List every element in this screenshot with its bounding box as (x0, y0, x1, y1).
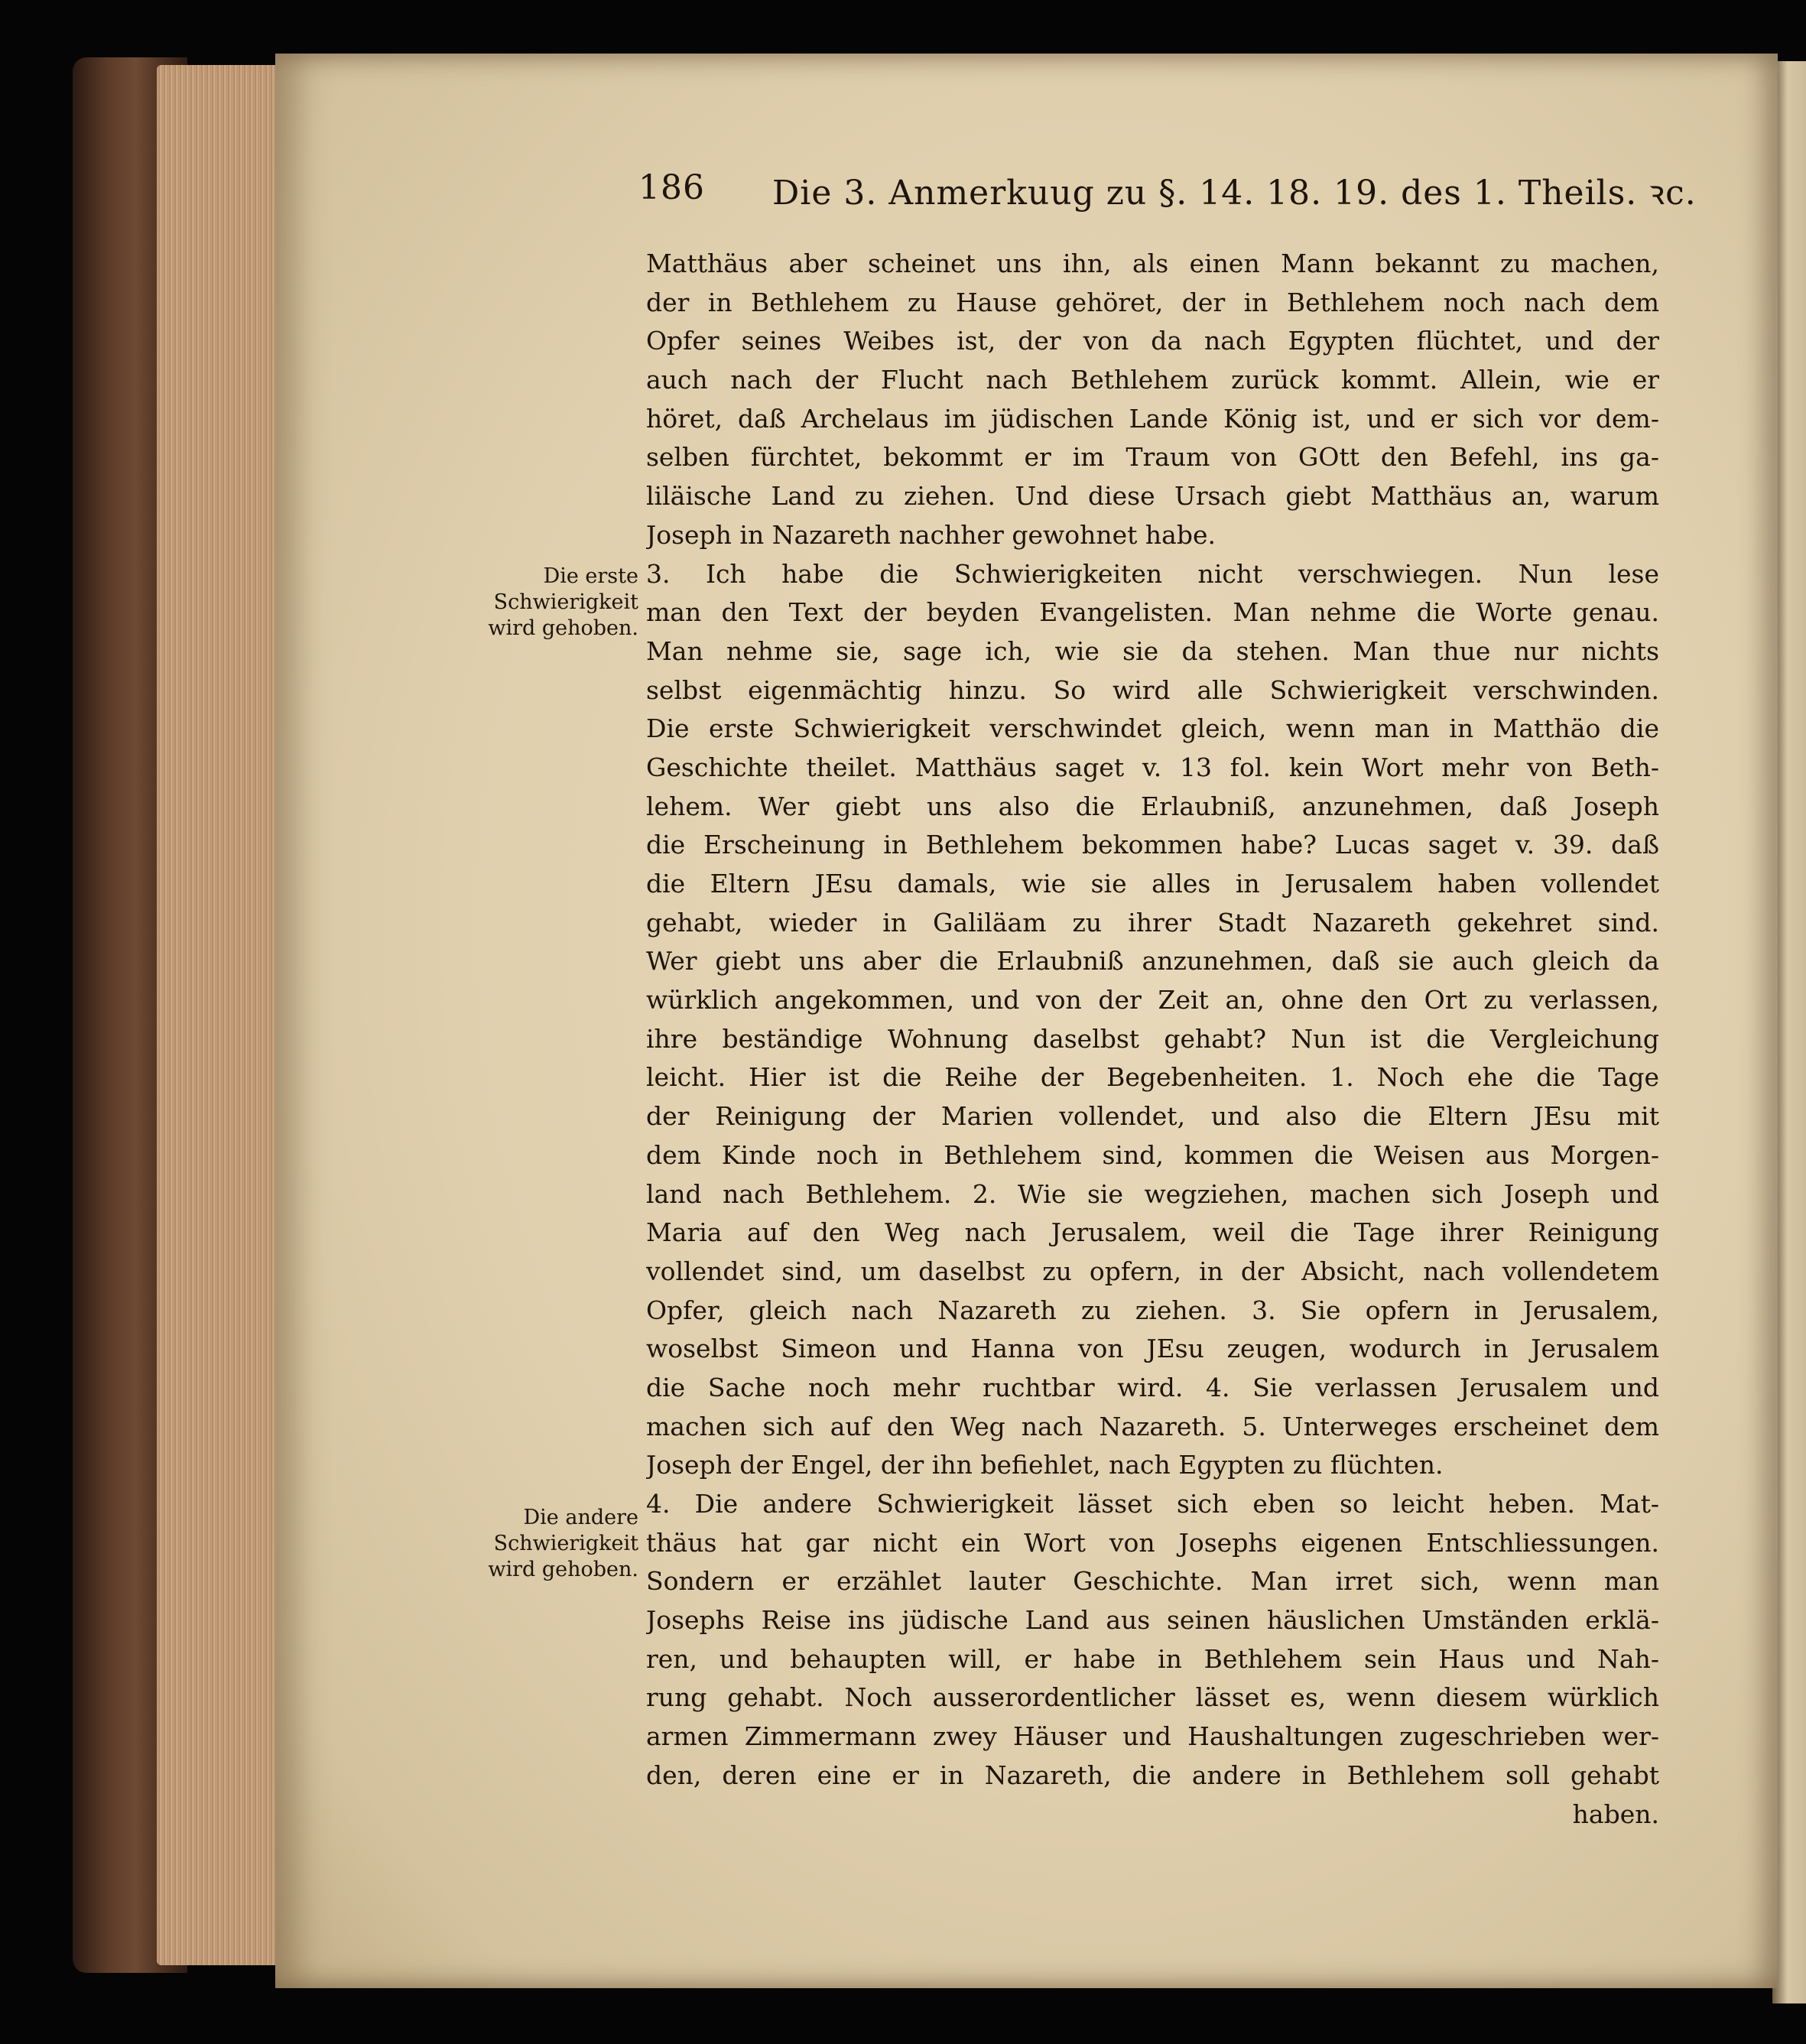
margin-note-line: Die erste (543, 564, 638, 588)
text-line: Opfer, gleich nach Nazareth zu ziehen. 3. Sie opfern in Jerusalem, (646, 1295, 1659, 1325)
margin-note-line: Schwierigkeit (493, 590, 638, 614)
text-line: der in Bethlehem zu Hause gehöret, der in Bethlehem noch nach dem (646, 287, 1659, 317)
text-line: gehabt, wieder in Galiläam zu ihrer Stadt Nazareth gekehret sind. (646, 907, 1659, 938)
text-line: die Eltern JEsu damals, wie sie alles in Jerusalem haben vollendet (646, 869, 1659, 899)
text-line: die Sache noch mehr ruchtbar wird. 4. Sie verlassen Jerusalem und (646, 1372, 1659, 1402)
text-line: woselbst Simeon und Hanna von JEsu zeugen, wodurch in Jerusalem (646, 1334, 1659, 1364)
text-line: Joseph der Engel, der ihn befiehlet, nach Egypten zu flüchten. (646, 1450, 1444, 1480)
text-line: haben. (1572, 1799, 1659, 1829)
text-line: liläische Land zu ziehen. Und diese Ursach giebt Matthäus an, warum (646, 481, 1659, 512)
text-line: ihre beständige Wohnung daselbst gehabt? Nun ist die Vergleichung (646, 1023, 1659, 1054)
page-number: 186 (638, 168, 705, 207)
margin-note-line: Schwierigkeit (493, 1532, 638, 1555)
text-line: 4. Die andere Schwierigkeit lässet sich eben so leicht heben. Mat- (646, 1489, 1659, 1519)
text-line: dem Kinde noch in Bethlehem sind, kommen die Weisen aus Morgen- (646, 1139, 1659, 1170)
margin-note-line: wird gehoben. (488, 616, 638, 640)
text-line: land nach Bethlehem. 2. Wie sie wegziehen, machen sich Joseph und (646, 1178, 1659, 1209)
margin-note (459, 564, 638, 642)
text-line: Geschichte theilet. Matthäus saget v. 13 fol. kein Wort mehr von Beth- (646, 752, 1659, 782)
margin-note-line: Die andere (523, 1506, 638, 1529)
text-line: ren, und behaupten will, er habe in Bethlehem sein Haus und Nah- (646, 1643, 1659, 1674)
text-line: auch nach der Flucht nach Bethlehem zurück kommt. Allein, wie er (646, 365, 1659, 395)
text-line: selben fürchtet, bekommt er im Traum von GOtt den Befehl, ins ga- (646, 442, 1659, 473)
text-line: höret, daß Archelaus im jüdischen Lande König ist, und er sich vor dem- (646, 403, 1659, 434)
text-line: Sondern er erzählet lauter Geschichte. Man irret sich, wenn man (646, 1566, 1659, 1597)
text-line: machen sich auf den Weg nach Nazareth. 5. Unterweges erscheinet dem (646, 1411, 1659, 1441)
text-line: armen Zimmermann zwey Häuser und Haushaltungen zugeschrieben wer- (646, 1721, 1659, 1752)
text-line: leicht. Hier ist die Reihe der Begebenheiten. 1. Noch ehe die Tage (646, 1062, 1659, 1093)
text-line: die Erscheinung in Bethlehem bekommen habe? Lucas saget v. 39. daß (646, 830, 1659, 860)
text-line: Man nehme sie, sage ich, wie sie da stehen. Man thue nur nichts (646, 635, 1659, 666)
text-line: lehem. Wer giebt uns also die Erlaubniß, anzunehmen, daß Joseph (646, 791, 1659, 821)
text-line: man den Text der beyden Evangelisten. Man nehme die Worte genau. (646, 597, 1659, 628)
page-header (638, 168, 1697, 213)
text-line: Wer giebt uns aber die Erlaubniß anzunehmen, daß sie auch gleich da (646, 946, 1659, 977)
text-line: den, deren eine er in Nazareth, die andere in Bethlehem soll gehabt (646, 1760, 1659, 1790)
text-line: thäus hat gar nicht ein Wort von Josephs eigenen Entschliessungen. (646, 1527, 1659, 1558)
text-line: Matthäus aber scheinet uns ihn, als einen Mann bekannt zu machen, (646, 249, 1659, 278)
text-line: rung gehabt. Noch ausserordentlicher lässet es, wenn diesem würklich (646, 1682, 1659, 1713)
margin-note (459, 1505, 638, 1583)
page-stack-edge (157, 65, 291, 1965)
text-line: Joseph in Nazareth nachher gewohnet habe. (646, 519, 1216, 550)
text-line: selbst eigenmächtig hinzu. So wird alle Schwierigkeit verschwinden. (646, 674, 1659, 705)
text-line: der Reinigung der Marien vollendet, und also die Eltern JEsu mit (646, 1101, 1659, 1132)
text-line: würklich angekommen, und von der Zeit an, ohne den Ort zu verlassen, (646, 985, 1659, 1016)
text-line: Opfer seines Weibes ist, der von da nach Egypten flüchtet, und der (646, 326, 1659, 356)
text-line: Josephs Reise ins jüdische Land aus seinen häuslichen Umständen erklä- (646, 1605, 1659, 1636)
margin-note-line: wird gehoben. (488, 1558, 638, 1581)
running-title: Die 3. Anmerkuug zu §. 14. 18. 19. des 1. Theils. ꝛc. (772, 174, 1697, 213)
body-text (646, 245, 1659, 1834)
text-line: 3. Ich habe die Schwierigkeiten nicht verschwiegen. Nun lese (646, 558, 1659, 589)
text-line: vollendet sind, um daselbst zu opfern, in der Absicht, nach vollendetem (646, 1256, 1659, 1286)
text-line: Maria auf den Weg nach Jerusalem, weil die Tage ihrer Reinigung (646, 1217, 1659, 1248)
text-line: Die erste Schwierigkeit verschwindet gleich, wenn man in Matthäo die (646, 713, 1659, 744)
